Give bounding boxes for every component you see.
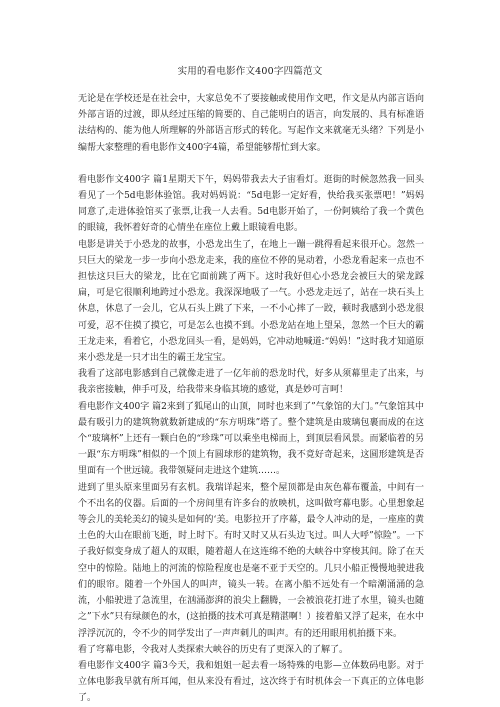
- essay-paragraph: 看电影作文400字 篇1星期天下午，妈妈带我去大子宙看灯。逛街的时候忽然我一回头看见了一个5d电影体验馆。我对妈妈说：“5d电影一定好看，快给我买张票吧！”妈妈同意了,走进体验馆买了张票,让我一人去看。5d电影开始了，一份阿姨给了我一个黄色的眼镜，我怀着好奇的心情坐在座位上戴上眼镜看电影。: [78, 174, 424, 234]
- document-body: [78, 91, 424, 707]
- essay-paragraph: 我看了这部电影感到自己就像走进了一亿年前的恐龙时代，好多从须幕里走了出来，与我亲密接触，伸手可及，给我带来身临其境的感觉，真是妙可言呵！: [78, 369, 424, 396]
- paragraph-gap: [78, 156, 424, 172]
- essay-paragraph: 看电影作文400字 篇3今天，我和姐姐一起去看一场特殊的电影—立体数码电影。对于立体电影我早就有所耳闻，但从来没有看过，这次终于有时机体会一下真正的立体电影了。: [78, 660, 424, 704]
- essay-paragraph: 看了穹幕电影，令我对人类探索大峡谷的历史有了更深入的了解了。: [78, 644, 349, 655]
- essay-paragraph: 电影是讲关于小恐龙的故事，小恐龙出生了，在地上一蹦一跳得看起来很开心。忽然一只巨大的梁龙一步一步向小恐龙走来，我的座位不停的晃动着，小恐龙看起来一点也不担怯这只巨大的梁龙，比在它面前跳了两下。这时我好但心小恐龙会被巨大的梁龙踩扁，可是它很顺利地跨过小恐龙。我深深地吸了一气。小恐龙走远了，站在一块石头上休息，休息了一会儿，它从石头上跳了下来，一不小心摔了一跤，顿时我感到小恐龙很可爱，忍不住摸了摸它，可是怎么也摸不到。小恐龙站在地上望呆，忽然一个巨大的霸王龙走来，看着它，小恐龙回头一看，是妈妈，它冲动地喊道:“妈妈！”这时我才知道原来小恐龙是一只才出生的霸王龙宝宝。: [78, 239, 424, 364]
- document-title: 实用的看电影作文400字四篇范文: [177, 66, 323, 77]
- essay-paragraph: 看电影作文400字 篇2来到了狐尾山的山顶，同时也来到了”气象馆的大门。”气象馆其中最有吸引力的建筑物就数新建成的“东方明珠”塔了。整个建筑是由玻璃包裹而成的在这个“玻璃杯”上还有一颗白色的“珍珠”可以乘坐电梯而上，到顶层看风景。而紧临着的另一跟“东方明珠”相似的一个顶上有圆球形的建筑物，我不竟好奇起来，这圆形建筑是否里面有一个世远镜。我带领疑问走进这个建筑……。: [78, 401, 424, 477]
- intro-paragraph: 无论是在学校还是在社会中，大家总免不了要接触或使用作文吧，作文是从内部言语向外部言语的过渡，即从经过压缩的简要的、自己能明白的语言，向发展的、具有标准语法结构的、能为他人所理解的外部语言形式的转化。写起作文来就毫无头绪？下列是小编帮大家整理的看电影作文400字4篇，希望能够帮忙到大家。: [78, 94, 424, 153]
- essay-paragraph: 进到了里头原来里面另有玄机。我瑞详起来，整个屋顶都是由灰色幕布覆盖，中间有一个不出名的仪器。后面的一个房间里有许多台的放映机，这叫做穹幕电影。心里想象起等会儿的美轮美幻的镜头是如何的‘美。电影拉开了序幕，最令人冲动的是，一座座的黄土色的大山在眼前飞逝，时上时下。有时又时又从石头边飞过。叫人大呼”惊险”。一下子我好似变身成了超人的双眼，随着超人在这连绵不绝的大峡谷中穿梭其间。除了在天空中的惊险。陆地上的河流的惊险程度也是毫不亚于天空的。几只小船正慢慢地驶进我们的眼帘。随着一个外国人的叫声，镜头一转。在离小船不远处有一个暗潮涌涌的急流，小船驶进了急流里，在汹涌澎湃的浪尖上翻腾，一会被浪花打进了水里，镜头也随之”下水”只有绿颜色的水，(这拍摄的技术可真是精湛啊！）接着船又浮了起来，在水中浮浮沉沉的，令不少的同学发出了一声声刺儿的叫声。有的还用眼用机拍摄下来。: [78, 482, 424, 639]
